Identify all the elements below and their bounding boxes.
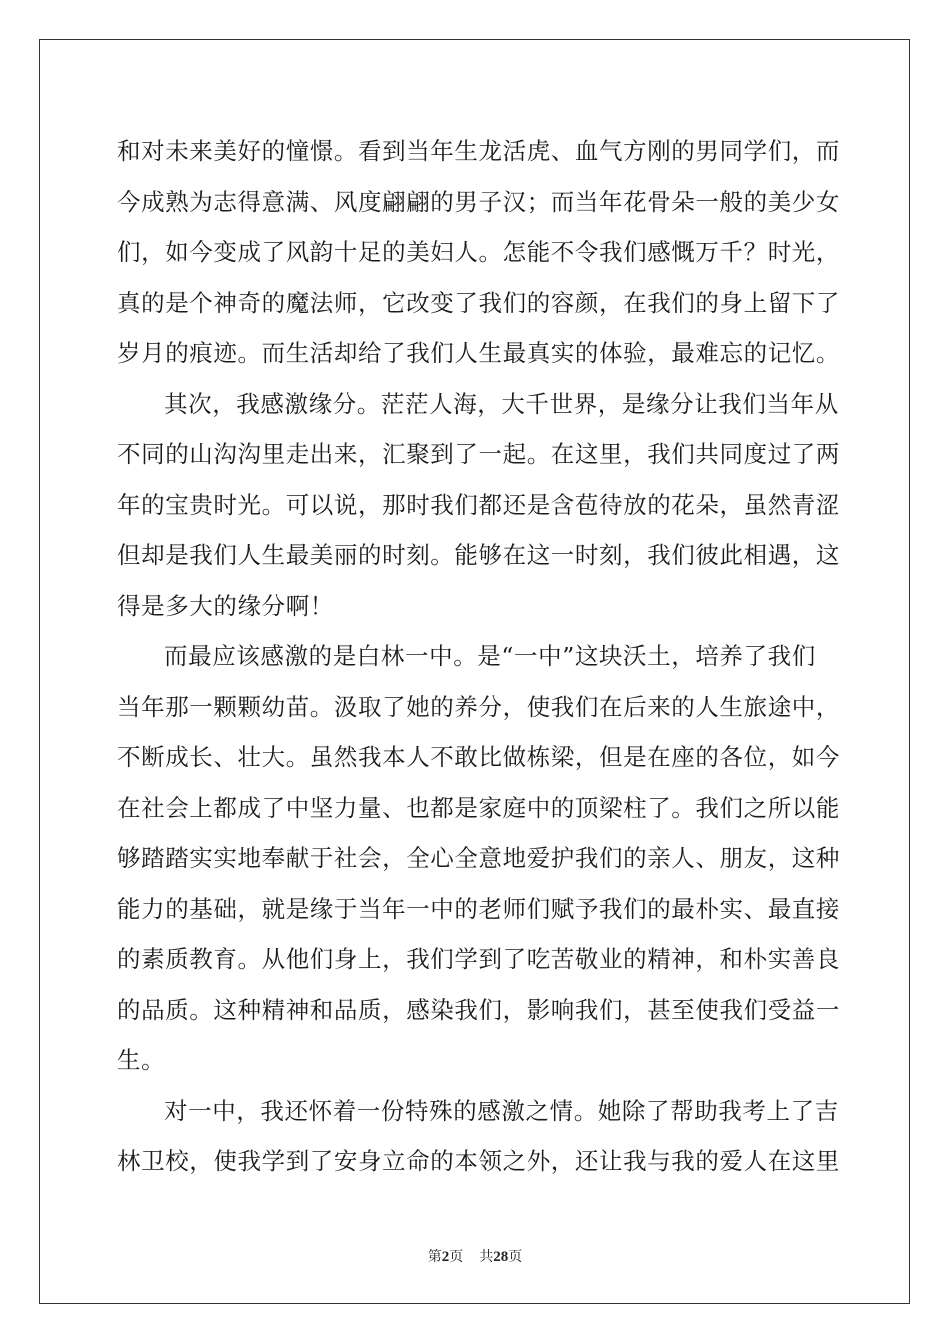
text-line: 够踏踏实实地奉献于社会，全心全意地爱护我们的亲人、朋友，这种 xyxy=(117,844,840,872)
total-pages: 28 xyxy=(493,1249,509,1265)
text-line: 和对未来美好的憧憬。看到当年生龙活虎、血气方刚的男同学们，而 xyxy=(117,137,840,165)
text-line: 的品质。这种精神和品质，感染我们，影响我们，甚至使我们受益一 xyxy=(117,995,840,1024)
page-footer xyxy=(0,1246,950,1266)
paragraph-start-line: 而最应该感激的是白林一中。是“一中”这块沃土，培养了我们 xyxy=(164,642,816,670)
text-line: 真的是个神奇的魔法师，它改变了我们的容颜，在我们的身上留下了 xyxy=(117,288,840,317)
text-line: 们，如今变成了风韵十足的美妇人。怎能不令我们感慨万千？时光， xyxy=(117,238,840,266)
text-line: 能力的基础，就是缘于当年一中的老师们赋予我们的最朴实、最直接 xyxy=(117,894,840,923)
text-line: 不同的山沟沟里走出来，汇聚到了一起。在这里，我们共同度过了两 xyxy=(117,440,840,468)
page-suffix: 页 xyxy=(449,1249,464,1265)
text-line: 的素质教育。从他们身上，我们学到了吃苦敬业的精神，和朴实善良 xyxy=(117,945,840,973)
total-prefix: 共 xyxy=(479,1249,494,1265)
total-suffix: 页 xyxy=(508,1249,523,1265)
document-body xyxy=(117,126,840,1187)
page-number: 2 xyxy=(441,1249,450,1265)
page-prefix: 第 xyxy=(427,1249,442,1265)
text-line: 生。 xyxy=(117,1046,166,1074)
text-line: 年的宝贵时光。可以说，那时我们都还是含苞待放的花朵，虽然青涩 xyxy=(117,490,840,519)
text-line: 不断成长、壮大。虽然我本人不敢比做栋梁，但是在座的各位，如今 xyxy=(117,743,840,771)
text-line: 在社会上都成了中坚力量、也都是家庭中的顶梁柱了。我们之所以能 xyxy=(117,793,840,822)
paragraph-start-line: 其次，我感激缘分。茫茫人海，大千世界，是缘分让我们当年从 xyxy=(164,389,839,418)
text-line: 林卫校，使我学到了安身立命的本领之外，还让我与我的爱人在这里 xyxy=(117,1147,840,1175)
paragraph-start-line: 对一中，我还怀着一份特殊的感激之情。她除了帮助我考上了吉 xyxy=(164,1096,839,1125)
text-line: 岁月的痕迹。而生活却给了我们人生最真实的体验，最难忘的记忆。 xyxy=(117,339,840,367)
text-line: 但却是我们人生最美丽的时刻。能够在这一时刻，我们彼此相遇，这 xyxy=(117,541,840,569)
text-line: 得是多大的缘分啊！ xyxy=(117,591,334,620)
text-line: 今成熟为志得意满、风度翩翩的男子汉；而当年花骨朵一般的美少女 xyxy=(117,187,840,216)
text-line: 当年那一颗颗幼苗。汲取了她的养分，使我们在后来的人生旅途中， xyxy=(117,692,840,721)
